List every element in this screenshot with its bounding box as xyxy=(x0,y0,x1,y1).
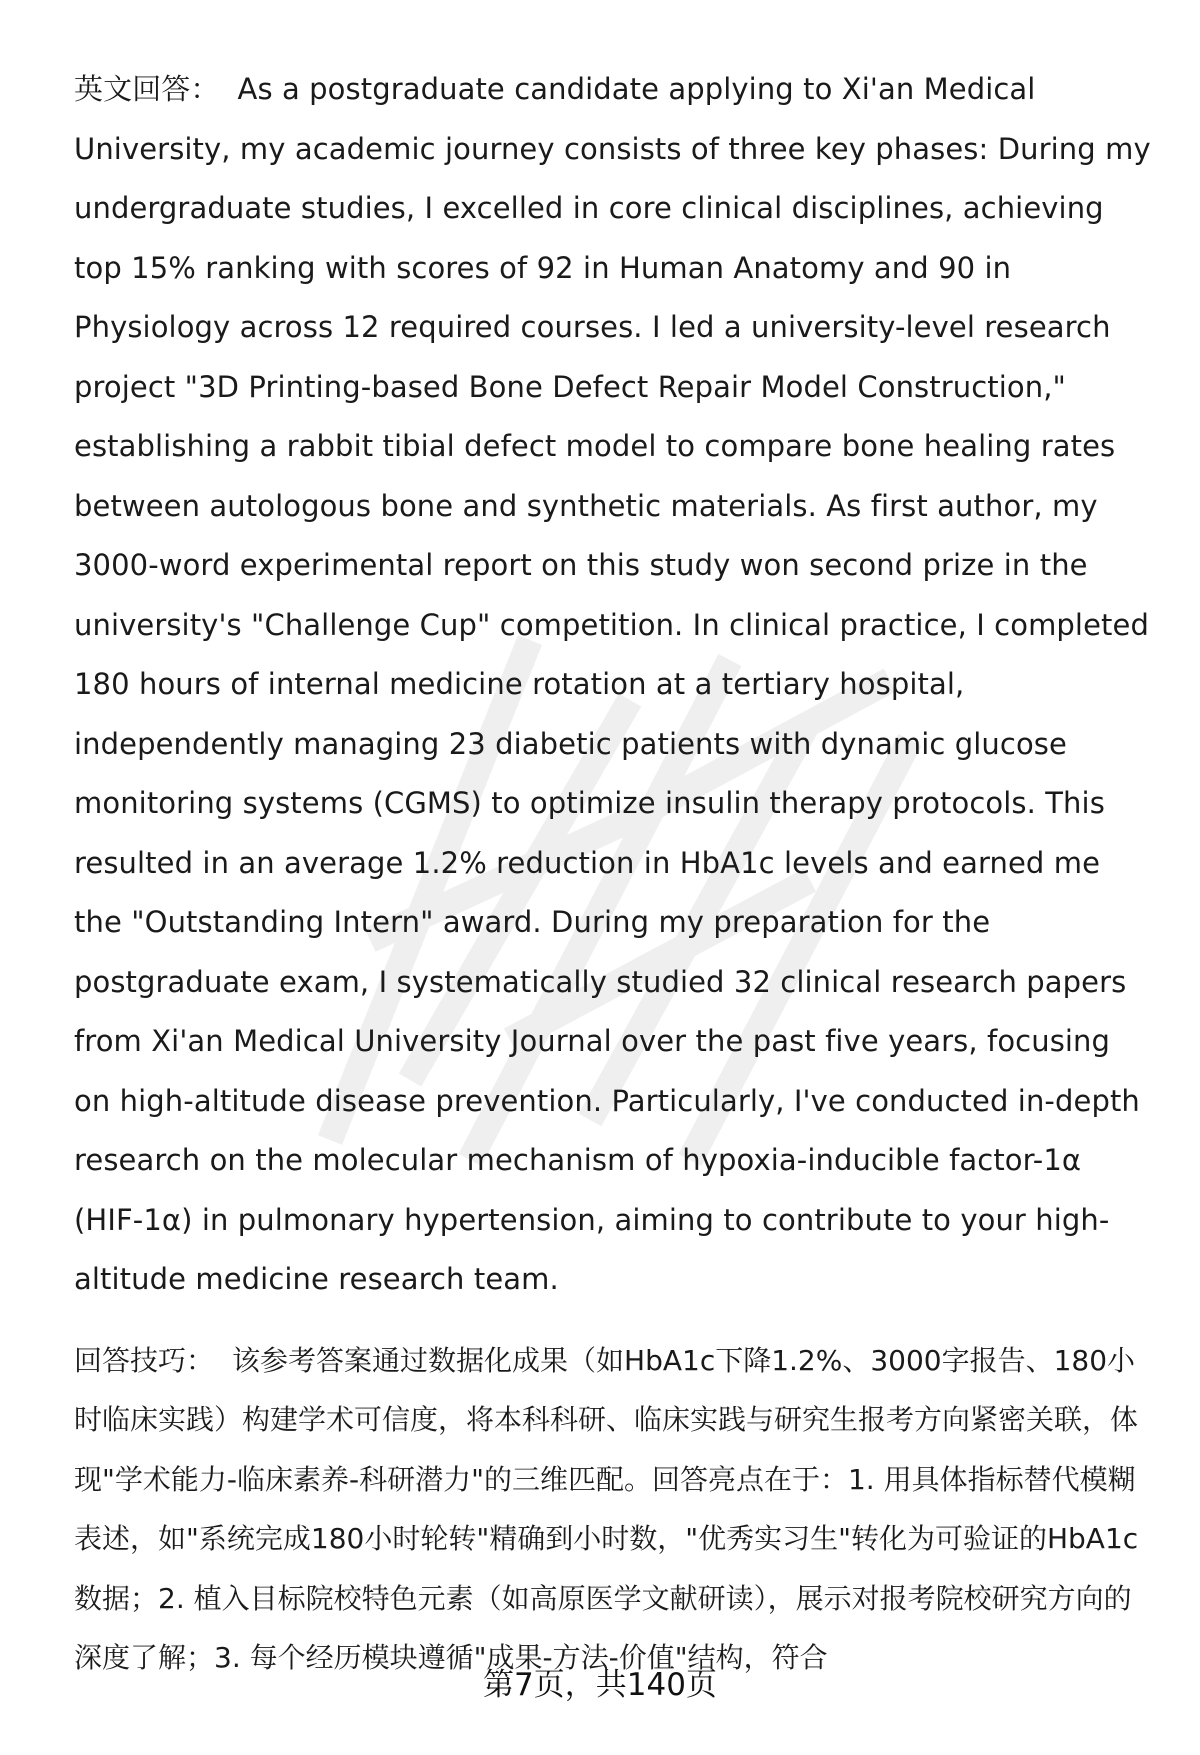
english-answer-label: 英文回答： xyxy=(74,72,220,106)
answer-tips-text: 该参考答案通过数据化成果（如HbA1c下降1.2%、3000字报告、180小时临床实践）构建学术可信度，将本科科研、临床实践与研究生报考方向紧密关联，体现"学术能力-临床素养-科研潜力"的三维匹配。回答亮点在于：1. 用具体指标替代模糊表述，如"系统完成180小时轮转"精确到小时数，"优秀实习生"转化为可验证的HbA1c数据；2. 植入目标院校特色元素（如高原医学文献研读），展示对报考院校研究方向的深度了解；3. 每个经历模块遵循"成果-方法-价值"结构，符合 xyxy=(74,1343,1139,1674)
answer-tips-label: 回答技巧： xyxy=(74,1343,215,1377)
english-answer-paragraph xyxy=(74,60,1154,1310)
document-body xyxy=(74,60,1154,1688)
page-number-footer: 第7页，共140页 xyxy=(483,1667,717,1703)
english-answer-text: As a postgraduate candidate applying to Xi'an Medical University, my academic journey consists of three key phases: During my undergraduate studies, I excelled in core clinical disciplines, achieving top 15% ranking with scores of 92 in Human Anatomy and 90 in Physiology across 12 required courses. I led a university-level research project "3D Printing-based Bone Defect Repair Model Construction," establishing a rabbit tibial defect model to compare bone healing rates between autologous bone and synthetic materials. As first author, my 3000-word experimental report on this study won second prize in the university's "Challenge Cup" competition. In clinical practice, I completed 180 hours of internal medicine rotation at a tertiary hospital, independently managing 23 diabetic patients with dynamic glucose monitoring systems (CGMS) to optimize insulin therapy protocols. This resulted in an average 1.2% reduction in HbA1c levels and earned me the "Outstanding Intern" award. During my preparation for the postgraduate exam, I systematically studied 32 clinical research papers from Xi'an Medical University Journal over the past five years, focusing on high-altitude disease prevention. Particularly, I've conducted in-depth research on the molecular mechanism of hypoxia-inducible factor-1α (HIF-1α) in pulmonary hypertension, aiming to contribute to your high-altitude medicine research team. xyxy=(74,72,1151,1296)
answer-tips-paragraph xyxy=(74,1331,1154,1688)
